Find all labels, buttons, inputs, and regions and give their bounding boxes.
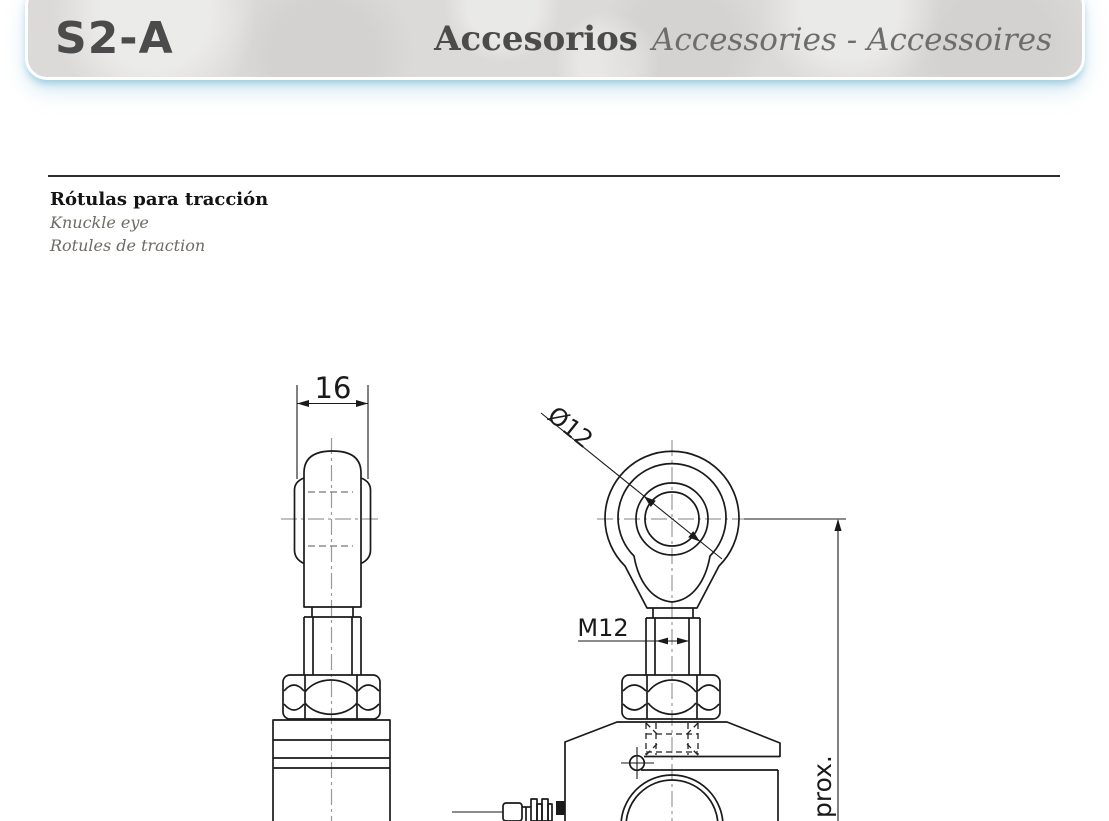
side-shank bbox=[304, 607, 361, 675]
grease-fitting bbox=[452, 799, 565, 821]
front-view bbox=[541, 401, 846, 821]
product-code: S2-A bbox=[55, 13, 174, 64]
bore-dim-label: Ø12 bbox=[542, 400, 599, 454]
header-banner bbox=[25, 0, 1085, 80]
side-view bbox=[273, 371, 390, 821]
length-dim-label: prox. bbox=[808, 755, 837, 818]
section-title-fr: Rotules de traction bbox=[50, 236, 206, 255]
header-subtitle: Accessories - Accessoires bbox=[651, 22, 1052, 58]
section-title-en: Knuckle eye bbox=[50, 213, 149, 232]
width-dim-label: 16 bbox=[314, 371, 352, 405]
side-head-outline bbox=[304, 451, 361, 607]
side-ball-left bbox=[295, 478, 305, 564]
bore-dimension bbox=[541, 401, 722, 559]
section-heading bbox=[50, 188, 268, 257]
section-divider bbox=[48, 175, 1060, 177]
header-title-group bbox=[434, 19, 1052, 59]
front-hex-nut bbox=[622, 675, 720, 719]
section-title-es: Rótulas para tracción bbox=[50, 189, 269, 210]
width-dimension bbox=[297, 371, 368, 479]
side-ball-right bbox=[361, 478, 371, 564]
length-dimension bbox=[808, 519, 842, 821]
thread-dim-label: M12 bbox=[577, 614, 629, 642]
header-title: Accesorios bbox=[434, 19, 638, 59]
technical-drawing bbox=[0, 350, 1109, 821]
